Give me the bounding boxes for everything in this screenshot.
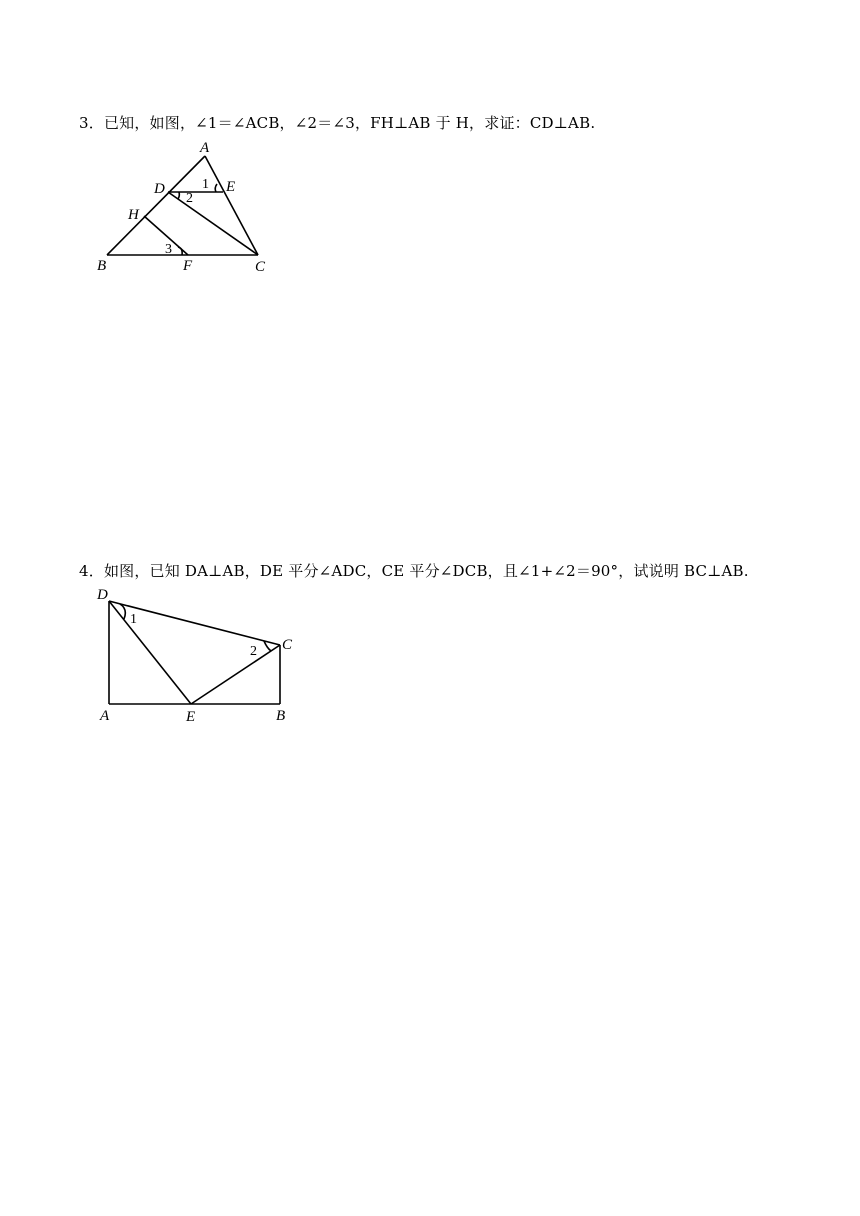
point-e-label: E (226, 179, 236, 195)
point-b-label: B (97, 258, 107, 274)
segment-dc (168, 192, 258, 255)
angle-2-arc (178, 192, 179, 199)
point-d-label: D (154, 181, 165, 197)
point-h-label: H (128, 207, 139, 223)
point-a-label: A (200, 140, 210, 156)
segment-ac (205, 156, 258, 255)
angle-1-arc (215, 184, 217, 192)
segment-ce (191, 645, 280, 704)
angle-2-label: 2 (250, 644, 257, 659)
angle-1-label: 1 (202, 177, 209, 192)
problem-4-figure (90, 585, 310, 730)
angle-3-arc (178, 247, 182, 255)
problem-3-figure (90, 138, 280, 278)
point-f-label: F (183, 258, 193, 274)
segment-de (109, 601, 191, 704)
point-e-label: E (186, 709, 196, 725)
point-d-label: D (97, 587, 108, 603)
angle-2-label: 2 (186, 191, 193, 206)
point-c-label: C (282, 637, 293, 653)
problem-4-text: 4．如图，已知 DA⊥AB，DE 平分∠ADC，CE 平分∠DCB，且∠1+∠2＝90°，试说明 BC⊥AB. (79, 562, 749, 580)
angle-3-label: 3 (165, 242, 172, 257)
point-b-label: B (276, 708, 286, 724)
problem-3-text: 3．已知，如图，∠1＝∠ACB，∠2＝∠3，FH⊥AB 于 H，求证：CD⊥AB. (79, 114, 596, 132)
point-c-label: C (255, 259, 266, 275)
point-a-label: A (100, 708, 110, 724)
angle-1-label: 1 (130, 612, 137, 627)
